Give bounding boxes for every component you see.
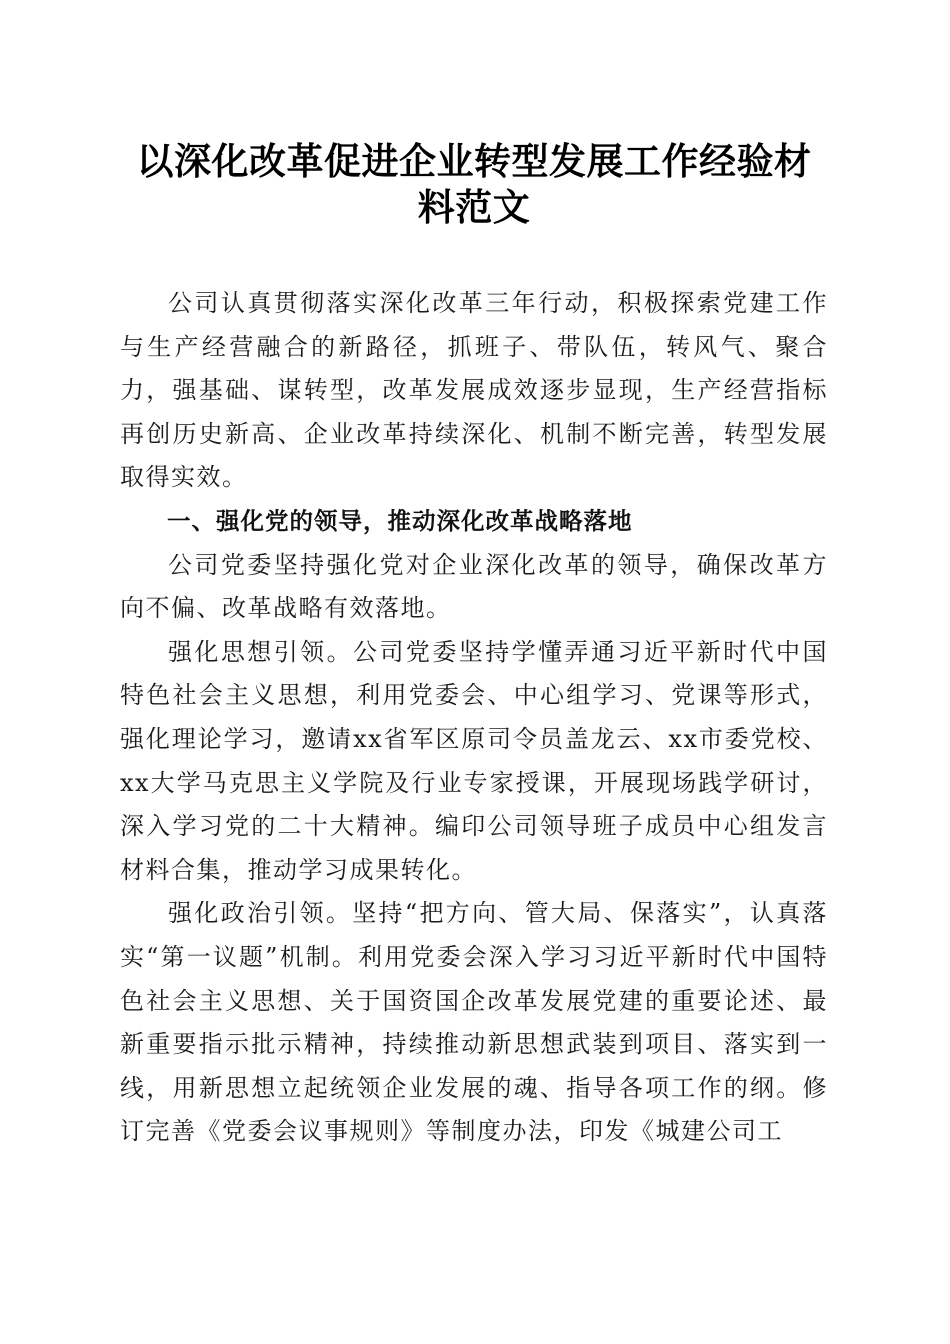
section-paragraph-1: 公司党委坚持强化党对企业深化改革的领导，确保改革方向不偏、改革战略有效落地。 [120,550,828,623]
section-heading: 一、强化党的领导，推动深化改革战略落地 [167,506,633,535]
document-title: 以深化改革促进企业转型发展工作经验材料范文 [136,139,812,229]
section-paragraph-3: 强化政治引领。坚持“把方向、管大局、保落实”，认真落实“第一议题”机制。利用党委会深入学习习近平新时代中国特色社会主义思想、关于国资国企改革发展党建的重要论述、最新重要指示批示精神，持续推动新思想武装到项目、落实到一线，用新思想立起统领企业发展的魂、指导各项工作的纲。修订完善《党委会议事规则》等制度办法，印发《城建公司工 [120,899,828,1146]
intro-paragraph: 公司认真贯彻落实深化改革三年行动，积极探索党建工作与生产经营融合的新路径，抓班子、带队伍，转风气、聚合力，强基础、谋转型，改革发展成效逐步显现，生产经营指标再创历史新高、企业改革持续深化、机制不断完善，转型发展取得实效。 [120,289,828,492]
section-paragraph-2: 强化思想引领。公司党委坚持学懂弄通习近平新时代中国特色社会主义思想，利用党委会、中心组学习、党课等形式，强化理论学习，邀请xx省军区原司令员盖龙云、xx市委党校、xx大学马克思主义学院及行业专家授课，开展现场践学研讨，深入学习党的二十大精神。编印公司领导班子成员中心组发言材料合集，推动学习成果转化。 [120,637,828,884]
